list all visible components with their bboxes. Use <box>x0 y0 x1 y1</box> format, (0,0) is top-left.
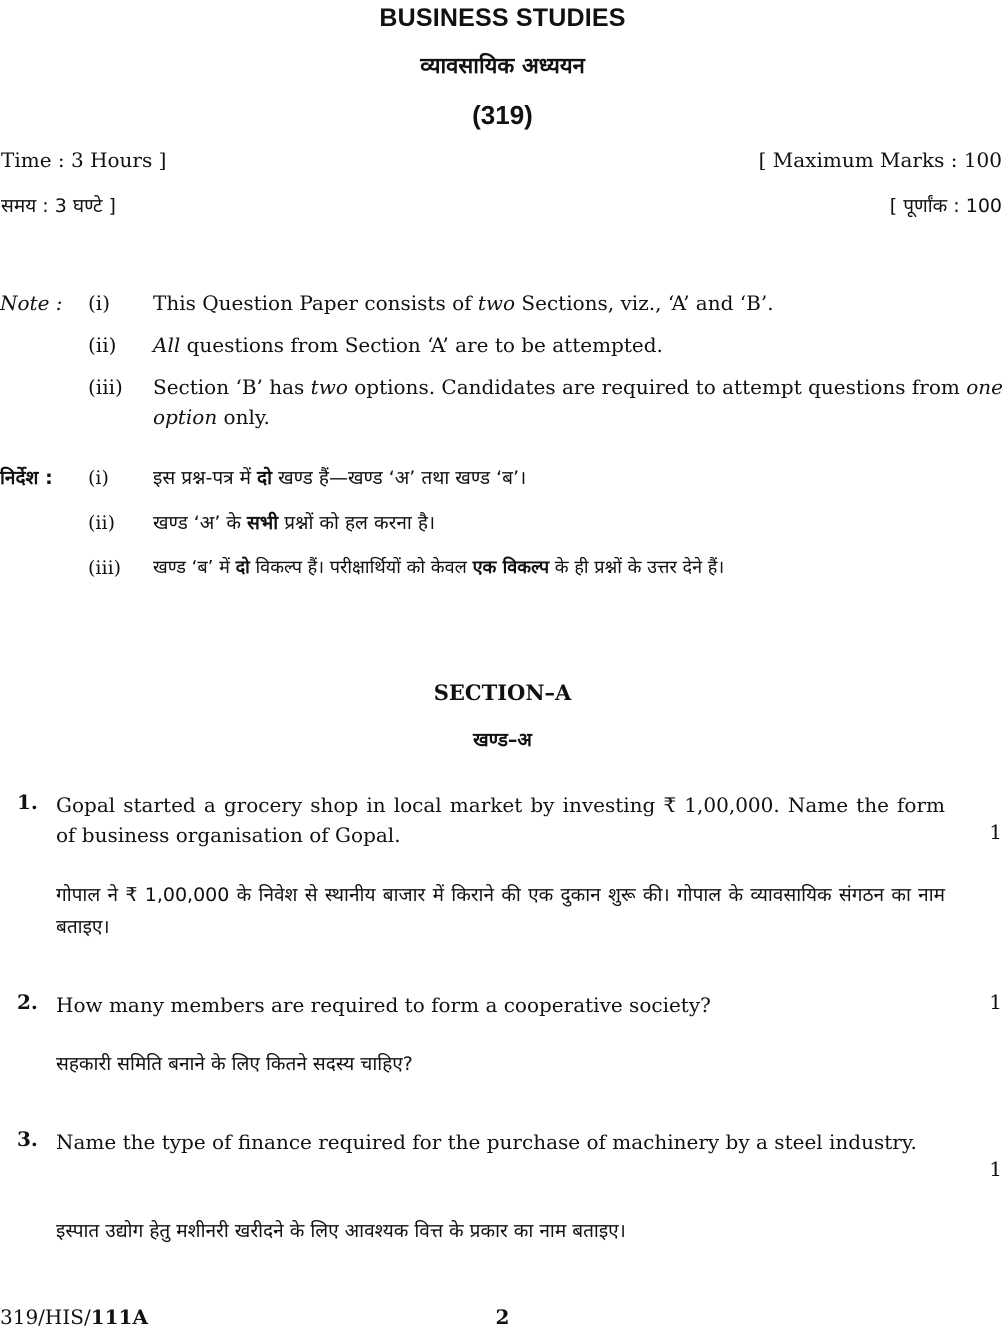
question-text: Name the type of finance required for the purchase of machinery by a steel industry. <box>56 1130 917 1154</box>
question-text-hindi: गोपाल ने ₹ 1,00,000 के निवेश से स्थानीय बाजार में किराने की एक दुकान शुरू की। गोपाल के व्यावसायिक संगठन का नाम बताइए। <box>56 884 945 938</box>
page-number: 2 <box>495 1305 510 1329</box>
time-allowed-hindi: समय : 3 घण्टे ] <box>1 195 116 217</box>
question-text: Gopal started a grocery shop in local market by investing ₹ 1,00,000. Name the form of business organisation of Gopal. <box>56 793 945 847</box>
question-marks: 1 <box>989 990 1002 1014</box>
question-text: How many members are required to form a cooperative society? <box>56 993 711 1017</box>
question-2 <box>0 988 1005 1088</box>
note-hindi-item-1 <box>0 463 1005 495</box>
question-number: 2. <box>17 990 38 1014</box>
maximum-marks-hindi: [ पूर्णांक : 100 <box>889 195 1002 217</box>
question-number: 1. <box>17 790 38 814</box>
footer-paper-code: 319/HIS/111A <box>0 1305 148 1329</box>
paper-title-hindi: व्यावसायिक अध्ययन <box>420 54 585 79</box>
paper-title: BUSINESS STUDIES <box>379 4 626 32</box>
note-text: This Question Paper consists of two Sections, viz., ‘A’ and ‘B’. <box>153 291 774 315</box>
note-hindi-text: खण्ड ‘ब’ में दो विकल्प हैं। परीक्षार्थियों को केवल एक विकल्प के ही प्रश्नों के उत्तर देने हैं। <box>153 557 725 578</box>
note-number: (i) <box>88 467 109 489</box>
note-text: Section ‘B’ has two options. Candidates are required to attempt questions from one option only. <box>153 375 1003 429</box>
maximum-marks: [ Maximum Marks : 100 <box>758 148 1002 172</box>
note-hindi-text: इस प्रश्न-पत्र में दो खण्ड हैं—खण्ड ‘अ’ तथा खण्ड ‘ब’। <box>153 467 527 489</box>
question-text-hindi: सहकारी समिति बनाने के लिए कितने सदस्य चाहिए? <box>56 1053 413 1075</box>
time-allowed: Time : 3 Hours ] <box>1 148 167 172</box>
note-label: Note : <box>0 291 63 315</box>
section-title: SECTION–A <box>433 680 572 705</box>
paper-code: (319) <box>472 100 533 130</box>
question-1 <box>0 788 1005 948</box>
question-text-hindi: इस्पात उद्योग हेतु मशीनरी खरीदने के लिए आवश्यक वित्त के प्रकार का नाम बताइए। <box>56 1220 626 1242</box>
note-hindi-text: खण्ड ‘अ’ के सभी प्रश्नों को हल करना है। <box>153 512 436 534</box>
question-marks: 1 <box>989 820 1002 844</box>
note-number: (iii) <box>88 557 122 579</box>
note-item-3 <box>0 372 1005 434</box>
note-hindi-item-3 <box>0 553 1005 585</box>
note-number: (ii) <box>88 333 117 357</box>
question-number: 3. <box>17 1127 38 1151</box>
note-item-1 <box>0 288 1005 318</box>
note-hindi-item-2 <box>0 508 1005 540</box>
note-number: (iii) <box>88 375 123 399</box>
section-title-hindi: खण्ड–अ <box>473 729 532 751</box>
note-number: (ii) <box>88 512 115 534</box>
note-hindi-label: निर्देश : <box>0 467 53 489</box>
question-3 <box>0 1125 1005 1255</box>
question-marks: 1 <box>989 1157 1002 1181</box>
note-item-2 <box>0 330 1005 360</box>
note-number: (i) <box>88 291 111 315</box>
note-text: All questions from Section ‘A’ are to be attempted. <box>153 333 663 357</box>
